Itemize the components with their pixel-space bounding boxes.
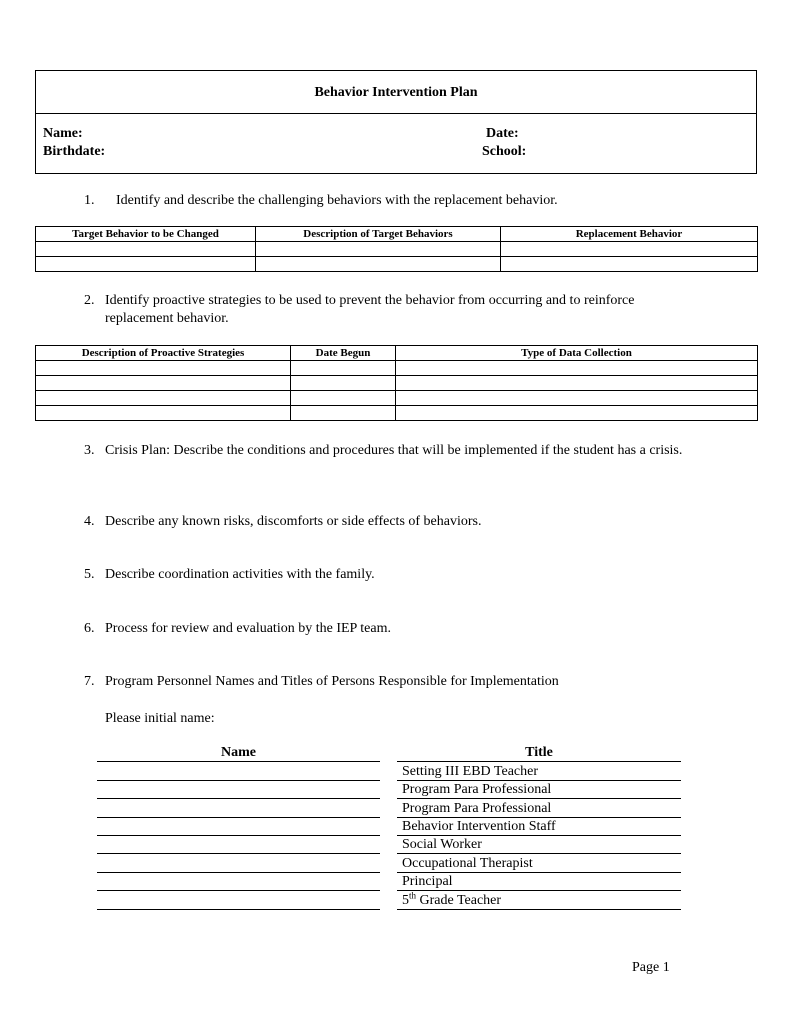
table-row [36,406,758,421]
column-header: Description of Proactive Strategies [36,346,291,361]
table-cell[interactable] [501,242,758,257]
grade-number: 5 [402,893,409,908]
personnel-title: Setting III EBD Teacher [402,764,538,779]
title-divider [397,853,681,854]
title-column-header: Title [525,745,553,760]
header-box [35,70,757,174]
table-cell[interactable] [501,257,758,272]
table-cell[interactable] [291,406,396,421]
document-title: Behavior Intervention Plan [36,71,756,114]
question-text: Describe coordination activities with the family. [105,567,375,582]
question-text: Identify proactive strategies to be used to prevent the behavior from occurring and to reinforce replacement behavior. [105,293,635,326]
table-cell[interactable] [291,391,396,406]
question-text: Describe any known risks, discomforts or side effects of behaviors. [105,514,482,529]
name-label: Name: [43,126,83,141]
table-cell[interactable] [291,376,396,391]
name-signature-line[interactable] [97,835,380,836]
column-header: Date Begun [291,346,396,361]
table-row [36,376,758,391]
birthdate-label: Birthdate: [43,144,106,159]
title-divider [397,890,681,891]
title-divider [397,817,681,818]
column-header: Type of Data Collection [396,346,758,361]
table-cell[interactable] [36,376,291,391]
table-cell[interactable] [396,376,758,391]
question-number: 2. [84,293,95,308]
table-row [36,361,758,376]
table-cell[interactable] [256,242,501,257]
table-cell[interactable] [291,361,396,376]
table-cell[interactable] [36,242,256,257]
table-cell[interactable] [36,391,291,406]
table-cell[interactable] [396,361,758,376]
name-signature-line[interactable] [97,817,380,818]
table-row [36,257,758,272]
question-number: 3. [84,443,95,458]
table-cell[interactable] [396,391,758,406]
question-text: Crisis Plan: Describe the conditions and procedures that will be implemented if the student has a crisis. [105,443,683,458]
name-signature-line[interactable] [97,798,380,799]
table-row [36,391,758,406]
personnel-title: Program Para Professional [402,801,552,816]
proactive-strategies-table [35,345,758,421]
page-number: Page 1 [632,960,670,975]
name-signature-line[interactable] [97,780,380,781]
table-cell[interactable] [36,257,256,272]
title-divider [397,835,681,836]
question-number: 4. [84,514,95,529]
title-divider [397,780,681,781]
table-cell[interactable] [36,361,291,376]
personnel-title: Program Para Professional [402,782,552,797]
name-column-header: Name [221,745,256,760]
title-divider [397,872,681,873]
initial-instruction: Please initial name: [105,711,215,726]
question-number: 5. [84,567,95,582]
target-behavior-table [35,226,758,272]
question-number: 7. [84,674,95,689]
name-signature-line[interactable] [97,890,380,891]
name-signature-line[interactable] [97,872,380,873]
question-text: Process for review and evaluation by the IEP team. [105,621,392,636]
title-divider [397,909,681,910]
personnel-title: Principal [402,874,453,889]
title-divider [397,798,681,799]
column-header: Replacement Behavior [501,227,758,242]
personnel-title: Occupational Therapist [402,856,533,871]
question-text: Identify and describe the challenging behaviors with the replacement behavior. [116,193,558,208]
question-number: 1. [84,193,95,208]
name-signature-line[interactable] [97,909,380,910]
table-row [36,242,758,257]
name-signature-line[interactable] [97,853,380,854]
personnel-title-grade-teacher [402,890,502,909]
question-number: 6. [84,621,95,636]
date-label: Date: [486,126,519,141]
name-signature-line[interactable] [97,761,380,762]
personnel-title: Behavior Intervention Staff [402,819,556,834]
personnel-title: Social Worker [402,837,482,852]
column-header: Description of Target Behaviors [256,227,501,242]
table-cell[interactable] [36,406,291,421]
column-header: Target Behavior to be Changed [36,227,256,242]
grade-suffix: th [409,890,417,901]
grade-title-rest: Grade Teacher [416,893,502,908]
table-cell[interactable] [396,406,758,421]
school-label: School: [482,144,527,159]
question-text: Program Personnel Names and Titles of Persons Responsible for Implementation [105,674,559,689]
table-cell[interactable] [256,257,501,272]
title-divider [397,761,681,762]
